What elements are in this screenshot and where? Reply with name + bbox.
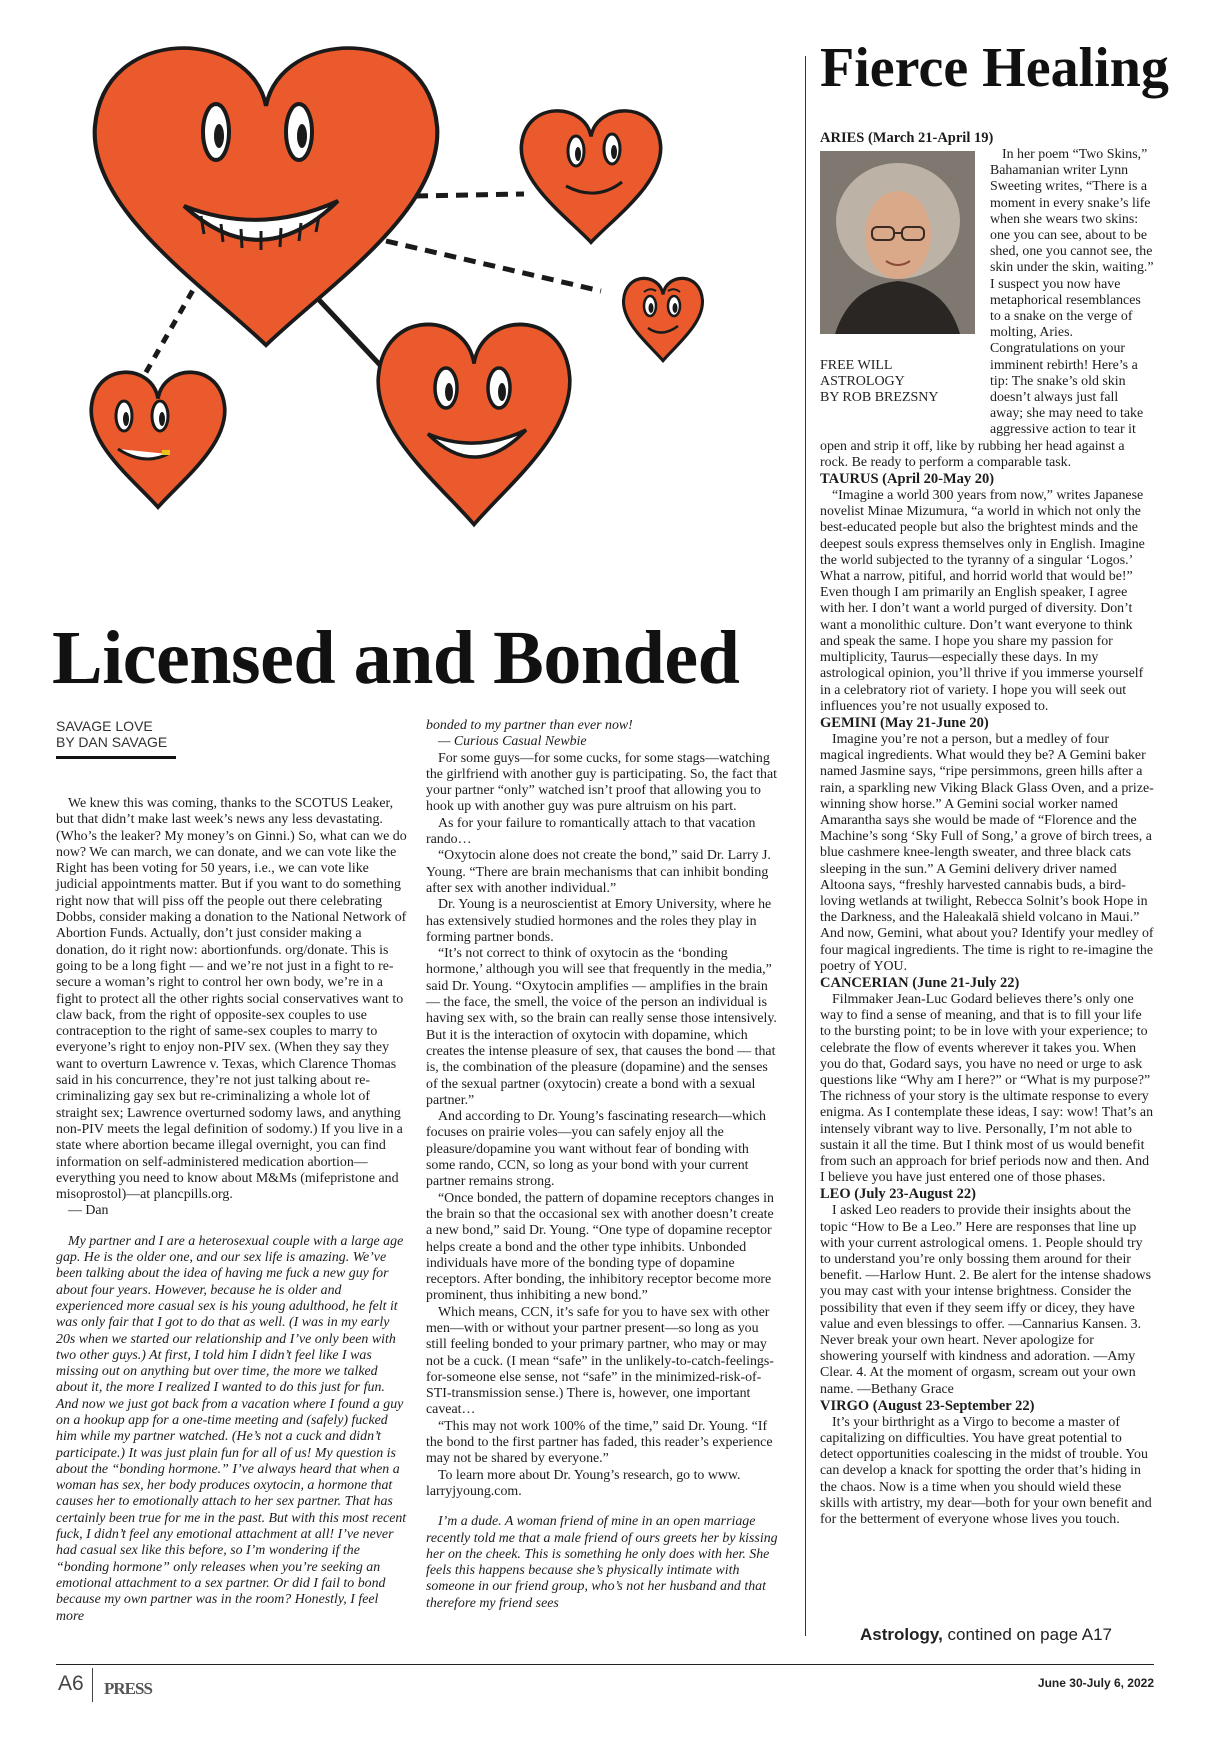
article-column-2 — [426, 718, 778, 1612]
sign-heading-leo: LEO (July 23-August 22) — [820, 1186, 976, 1203]
continued-notice[interactable] — [860, 1625, 1112, 1645]
footer-rule — [56, 1664, 1154, 1665]
column-divider — [805, 56, 806, 1636]
hearts-illustration — [56, 36, 776, 611]
left-heart-icon — [91, 372, 225, 507]
sign-heading-taurus: TAURUS (April 20-May 20) — [820, 471, 995, 488]
small-right-heart-icon — [624, 278, 703, 360]
press-logo — [103, 1670, 153, 1700]
reader-letter: My partner and I are a heterosexual couple with a large age gap. He is the older one, and our sex life is amazing. We’ve been talking about the idea of having me fuck a new guy for about four years. However, because he is older and experienced more casual sex is his young adulthood, he felt it was only fair that I got to do that as well. (I was in my early 20s when we started our relationship and I’ve only been with two other guys.) At first, I told him I didn’t feel like I was missing out on anything but over time, the more we talked about it, the more I realized I wanted to do this just for fun. And now we just got back from a vacation where I found a guy on a hookup app for a one-time meeting and (safely) fucked him while my partner watched. (He’s not a cuck and didn’t participate.) It was just plain fun for all of us! My question is about the “bonding hormone.” I’ve always heard that when a woman has sex, her body produces oxytocin, a hormone that causes her to emotionally attach to her sex partner. That has certainly been true for me in the past. But with this most recent fuck, I didn’t feel any emotional attachment at all! I’ve never had casual sex like this before, so I’m wondering if the “bonding hormone” only releases when you’re seeking an emotional attachment to a sex partner. Or did I fail to bond because my own partner was in the room? Honestly, I feel more — [56, 1233, 407, 1624]
sign-text-aries: In her poem “Two Skins,” Bahamanian writer Lynn Sweeting writes, “There is a moment in every snake’s life when she wears two skins: one you can see, about to be shed, one you cannot see, the skin under the skin, waiting.” I suspect you now have metaphorical resemblances to a snake on the verge of molting, Aries. Congratulations on your imminent rebirth! Here’s a tip: The snake’s old skin doesn’t always just fall away; she may need to take aggressive action to tear it open and strip it off, like by rubbing her head against a rock. Be ready to perform a comparable task. — [820, 147, 1154, 470]
answer-paragraph: “It’s not correct to think of oxytocin as the ‘bonding hormone,’ although you will see that frequently in the media,” said Dr. Young. “Oxytocin amplifies — amplifies in the brain — the face, the smell, the voice of the person an individual is having sex with, so the brain can really sense those intensively. But it is the interaction of oxytocin with dopamine, which creates the intense pleasure of sex, that causes the bond — that is, the combination of the pleasure (dopamine) and the senses of the sexual partner (oxytocin) create a bond with a sexual partner.” — [426, 946, 777, 1108]
sign-heading-aries: ARIES (March 21-April 19) — [820, 130, 994, 146]
article-byline — [56, 718, 167, 750]
answer-paragraph: To learn more about Dr. Young’s research, go to www. larryjyoung.com. — [426, 1467, 741, 1499]
byline-column-name: SAVAGE LOVE — [56, 718, 153, 734]
continued-label: Astrology, — [860, 1625, 943, 1644]
byline-line: FREE WILL — [820, 358, 893, 373]
answer-paragraph: “This may not work 100% of the time,” said Dr. Young. “If the bond to the first partner has faded, this reader’s experience may not be shared by everyone.” — [426, 1418, 773, 1467]
article-intro: We knew this was coming, thanks to the SCOTUS Leaker, but that didn’t make last week’s news any less devastating. (Who’s the leaker? My money’s on Ginni.) So, what can we do now? We can march, we can donate, and we can vote like the Right has been voting for 50 years, i.e., we can vote like judicial appointments matter. But if you want to do something right now that will piss off the people out there celebrating Dobbs, consider making a donation to the National Network of Abortion Funds. Actually, don’t just consider making a donation, do it right now: abortionfunds. org/donate. This is going to be a long fight — and we’re not just in a fight to re-secure a woman’s right to control her own body, we’re in a fight to protect all the other rights social conservatives want to claw back, from the right of opposite-sex couples to use contraception to the right of same-sex couples to marry to everyone’s right to enjoy non-PIV sex. (When they say they want to overturn Lawrence v. Texas, which Clarence Thomas said in his concurrence, they’re not just talking about re-criminalizing gay sex but re-criminalizing a whole lot of straight sex; Lawrence overturned sodomy laws, and anything non-PIV meets the legal definition of sodomy.) If you live in a state where abortion became illegal overnight, you can find information on self-administered medication abortion—everything you need to know about M&Ms (mifepristone and misoprostol)—at plancpills.org. — [56, 796, 407, 1203]
answer-paragraph: For some guys—for some cucks, for some stags—watching the girlfriend with another guy is participating. So, the fact that your partner “only” watched isn’t proof that allowing you to hook up with another guy was pure altruism on his part. — [426, 750, 778, 815]
article-headline: Licensed and Bonded — [52, 616, 740, 700]
intro-signoff: — Dan — [68, 1203, 109, 1219]
columnist-portrait — [820, 151, 975, 334]
byline-line: ASTROLOGY — [820, 374, 905, 389]
sign-heading-virgo: VIRGO (August 23-September 22) — [820, 1397, 1035, 1414]
article-column-1 — [56, 796, 408, 1625]
astrology-byline — [820, 358, 980, 406]
answer-paragraph: And according to Dr. Young’s fascinating research—which focuses on prairie voles—you can safely enjoy all the pleasure/dopamine you want without fear of bonding with some rando, CCN, so long as your bond with your current partner remains strong. — [426, 1109, 766, 1190]
continued-page-ref: contined on page A17 — [942, 1625, 1113, 1644]
byline-line: BY ROB BREZSNY — [820, 390, 939, 405]
letter-continued: bonded to my partner than ever now! — [426, 718, 633, 733]
sign-text-leo: I asked Leo readers to provide their insights about the topic “How to Be a Leo.” Here are responses that line up with your current astrological omens. 1. People should try to understand you’re only bossing them around for their benefit. —Harlow Hunt. 2. Be alert for the intense shadows you may cast with your intense brightness. Consider the possibility that even if they seem iffy or dicey, they have value and even blessings to offer. —Cannarius Kansen. 3. Never break your own heart. Never apologize for showering yourself with kindness and adoration. —Amy Clear. 4. At the moment of orgasm, scream out your own name. —Bethany Grace — [820, 1203, 1151, 1397]
sign-heading-gemini: GEMINI (May 21-June 20) — [820, 714, 989, 731]
byline-author: BY DAN SAVAGE — [56, 734, 168, 750]
sign-text-taurus: “Imagine a world 300 years from now,” writes Japanese novelist Minae Mizumura, “a world in which not only the best-educated people but also the brightest minds and the deepest souls express themselves only in English. Imagine the world subjected to the tyranny of a singular ‘Logos.’ What a narrow, pitiful, and horrid world that would be!” Even though I am primarily an English speaker, I agree with her. I don’t want a world purged of diversity. Don’t want a monolithic culture. Don’t want everyone to think and speak the same. I hope you share my passion for multiplicity, Taurus—especially these days. In my astrological opinion, you’ll thrive if you immerse yourself in a celebratory riot of variety. I hope you will seek out influences you’re not usually exposed to. — [820, 488, 1145, 714]
footer-separator — [92, 1668, 93, 1702]
answer-paragraph: As for your failure to romantically attach to that vacation rando… — [426, 815, 756, 848]
answer-paragraph: Dr. Young is a neuroscientist at Emory University, where he has extensively studied hormones and the roles they play in forming partner bonds. — [426, 897, 772, 945]
astrology-title: Fierce Healing — [820, 37, 1169, 99]
answer-paragraph: “Once bonded, the pattern of dopamine receptors changes in the brain so that the occasional sex with another doesn’t create a new bond,” said Dr. Young. “One type of dopamine receptor helps create a bond and the other type inhibits. Unbonded individuals have more of the bonding type of dopamine receptors. After bonding, the inhibitory receptor become more prominent, thus inhibiting a new bond.” — [426, 1190, 774, 1304]
byline-rule — [56, 756, 176, 759]
large-heart-icon — [95, 48, 438, 345]
answer-paragraph: “Oxytocin alone does not create the bond,” said Dr. Larry J. Young. “There are brain mechanisms that can inhibit bonding after sex with another individual.” — [426, 848, 771, 896]
middle-heart-icon — [378, 324, 570, 524]
sign-text-virgo: It’s your birthright as a Virgo to become a master of capitalizing on difficulties. You have great potential to detect opportunities coalescing in the midst of trouble. You can develop a knack for spotting the order that’s hiding in the chaos. Now is a time when you should wield these skills with artistry, my dear—both for your own benefit and for the betterment of everyone whose lives you touch. — [820, 1414, 1152, 1528]
second-letter: I’m a dude. A woman friend of mine in an open marriage recently told me that a male friend of ours greets her by kissing her on the cheek. This is something he only does with her. She feels this happens because she’s physically intimate with someone in our friend group, who’s not her husband and that therefore my friend sees — [426, 1514, 778, 1611]
upper-right-heart-icon — [521, 111, 660, 242]
sign-heading-cancerian: CANCERIAN (June 21-July 22) — [820, 974, 1020, 991]
page-number: A6 — [58, 1672, 84, 1695]
sign-text-gemini: Imagine you’re not a person, but a medley of four magical ingredients. What would they be? A Gemini baker named Jasmine says, “ripe persimmons, green hills after a rain, a sparkling new Viking Black Glass Oven, and a prize-winning show horse.” A Gemini social worker named Amarantha says she would be made of “Florence and the Machine’s song ‘Sky Full of Song,’ a grove of birch trees, a blue cashmere knee-length sweater, and three black cats sleeping in the sun.” A Gemini delivery driver named Altoona says, “freshly harvested cannabis buds, a bird-loving wetlands at twilight, Rebecca Solnit’s book Hope in the Darkness, and the Haleakalā shield volcano in Maui.” And now, Gemini, what about you? Identify your medley of four magical ingredients. The time is right to re-imagine the poetry of YOU. — [820, 731, 1154, 974]
astrology-column — [820, 130, 1154, 1528]
columnist-photo-block — [820, 151, 980, 429]
issue-date: June 30-July 6, 2022 — [1037, 1676, 1154, 1690]
letter-signoff: — Curious Casual Newbie — [438, 734, 587, 750]
logo-text: PRESS — [104, 1679, 152, 1698]
answer-paragraph: Which means, CCN, it’s safe for you to have sex with other men—with or without your partner present—so long as you still feeling bonded to your primary partner, who may or may not be a cuck. (I mean “safe” in the unlikely-to-catch-feelings-for-someone else sense, not “safe” in the minimized-risk-of-STI-transmission sense.) There is, however, one important caveat… — [426, 1304, 774, 1418]
sign-text-cancerian: Filmmaker Jean-Luc Godard believes there’s only one way to find a sense of meaning, and that is to fill your life to the bursting point; to be in love with your experience; to celebrate the flow of events wherever it takes you. When you do that, Godard says, you have no need or urge to ask questions like “Why am I here?” or “What is my purpose?” The richness of your story is the ultimate response to every enigma. As I contemplate these ideas, I say: wow! That’s an intensely vibrant way to live. Personally, I’m not able to sustain it all the time. But I think most of us would benefit from such an approach for brief periods now and then. And I believe you have just entered one of those phases. — [820, 991, 1154, 1186]
